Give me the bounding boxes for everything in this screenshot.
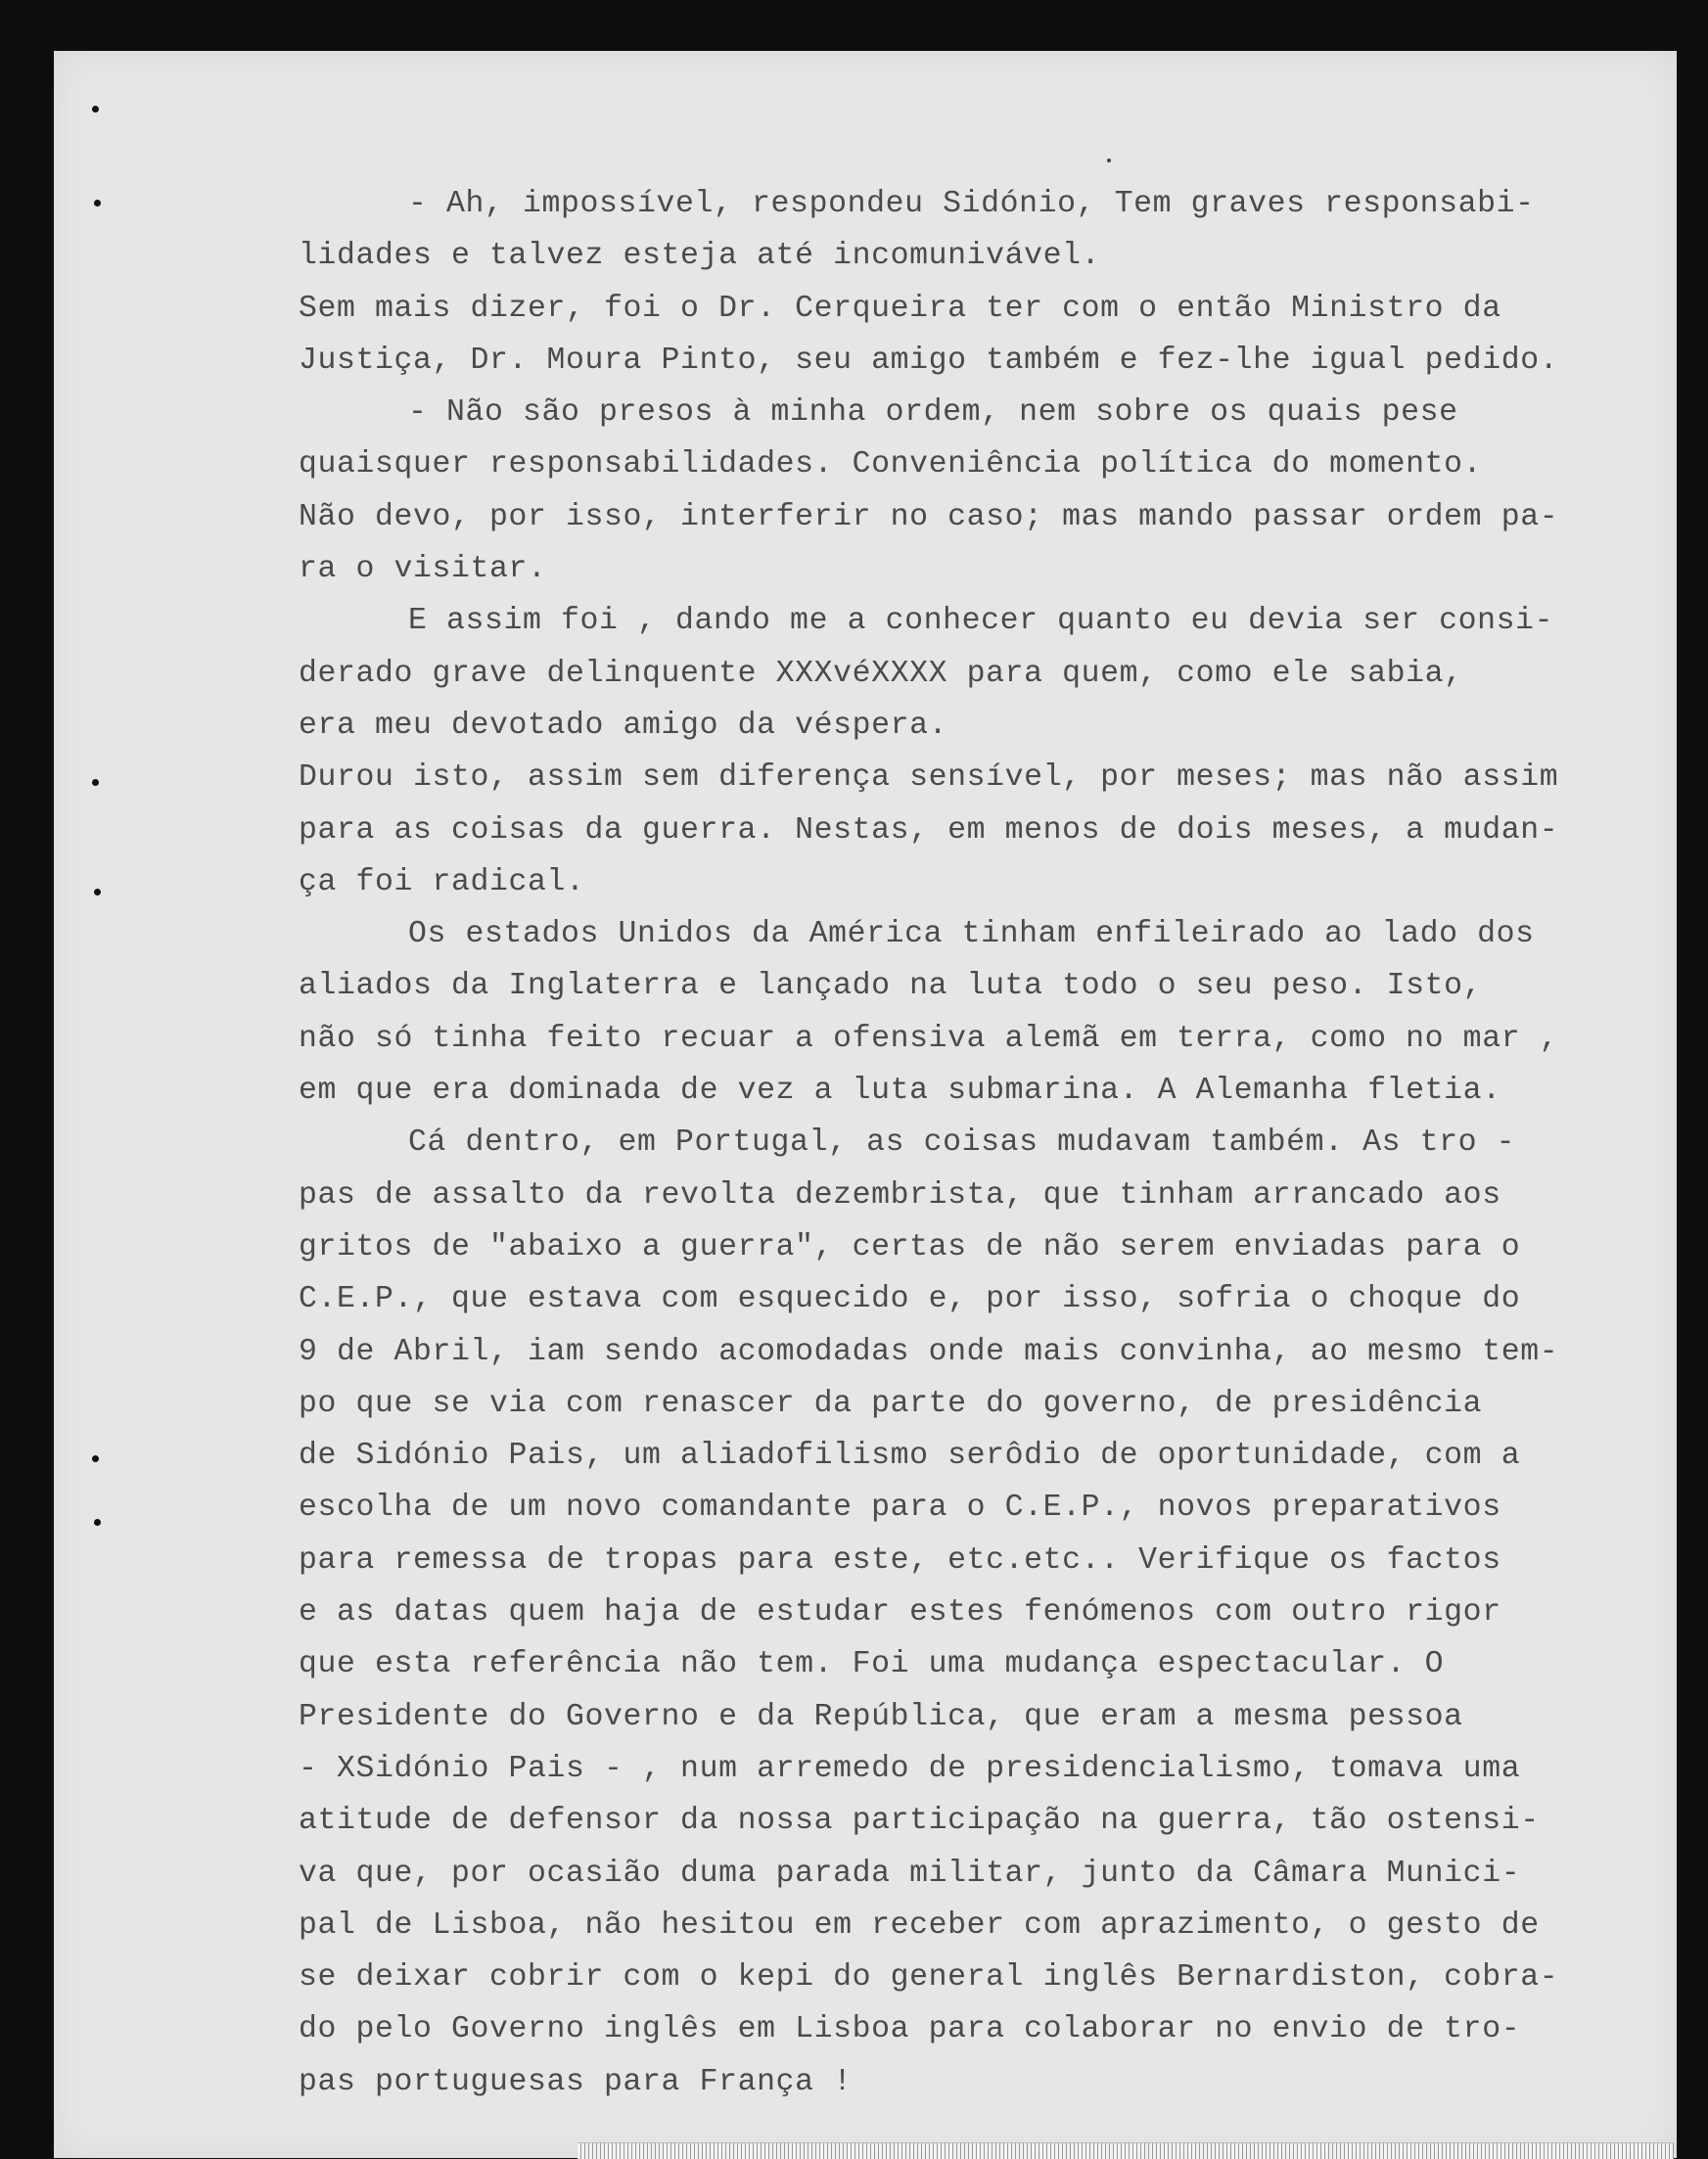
- text-line: ça foi radical.: [299, 864, 585, 899]
- text-line: pas de assalto da revolta dezembrista, que tinham arrancado aos: [299, 1177, 1501, 1213]
- text-line: e as datas quem haja de estudar estes fenómenos com outro rigor: [299, 1595, 1501, 1631]
- text-line: pas portuguesas para França !: [299, 2064, 853, 2099]
- text-line: de Sidónio Pais, um aliadofilismo serôdio de oportunidade, com a: [299, 1439, 1521, 1474]
- stray-dot-mark: [1107, 159, 1111, 162]
- text-line: gritos de "abaixo a guerra", certas de não serem enviadas para o: [299, 1229, 1521, 1264]
- text-line: quaisquer responsabilidades. Conveniência política do momento.: [299, 447, 1483, 482]
- text-line: Não devo, por isso, interferir no caso; mas mando passar ordem pa-: [299, 499, 1559, 534]
- text-line: derado grave delinquente XXXvéXXXX para quem, como ele sabia,: [299, 656, 1463, 691]
- text-line: po que se via com renascer da parte do governo, de presidência: [299, 1386, 1483, 1421]
- text-line: Cá dentro, em Portugal, as coisas mudavam também. As tro -: [408, 1125, 1516, 1161]
- punch-hole-mark: [92, 106, 99, 113]
- text-line: escolha de um novo comandante para o C.E.P., novos preparativos: [299, 1491, 1501, 1526]
- text-line: - Não são presos à minha ordem, nem sobre os quais pese: [408, 395, 1458, 431]
- punch-hole-mark: [94, 1519, 101, 1526]
- text-line: em que era dominada de vez a luta submarina. A Alemanha fletia.: [299, 1074, 1501, 1109]
- text-line: E assim foi , dando me a conhecer quanto eu devia ser consi-: [408, 604, 1554, 639]
- text-line: Presidente do Governo e da República, que eram a mesma pessoa: [299, 1699, 1463, 1734]
- text-line: que esta referência não tem. Foi uma mudança espectacular. O: [299, 1647, 1445, 1682]
- text-line: aliados da Inglaterra e lançado na luta todo o seu peso. Isto,: [299, 969, 1483, 1004]
- punch-hole-mark: [94, 200, 101, 207]
- punch-hole-mark: [92, 1455, 99, 1462]
- text-line: Durou isto, assim sem diferença sensível, por meses; mas não assim: [299, 760, 1559, 796]
- text-line: 9 de Abril, iam sendo acomodadas onde mais convinha, ao mesmo tem-: [299, 1334, 1559, 1369]
- text-line: para as coisas da guerra. Nestas, em menos de dois meses, a mudan-: [299, 812, 1559, 848]
- text-line: va que, por ocasião duma parada militar, junto da Câmara Munici-: [299, 1856, 1521, 1891]
- text-line: atitude de defensor da nossa participação na guerra, tão ostensi-: [299, 1804, 1540, 1839]
- scan-ruler-strip: [577, 2142, 1674, 2159]
- text-line: do pelo Governo inglês em Lisboa para colaborar no envio de tro-: [299, 2012, 1521, 2047]
- typewritten-text: [299, 178, 1571, 2108]
- text-line: Os estados Unidos da América tinham enfileirado ao lado dos: [408, 917, 1535, 952]
- text-line: - XSidónio Pais - , num arremedo de presidencialismo, tomava uma: [299, 1751, 1521, 1786]
- text-line: C.E.P., que estava com esquecido e, por isso, sofria o choque do: [299, 1282, 1521, 1317]
- text-line: não só tinha feito recuar a ofensiva alemã em terra, como no mar ,: [299, 1021, 1559, 1056]
- text-line: lidades e talvez esteja até incomunivável.: [299, 239, 1101, 274]
- text-line: - Ah, impossível, respondeu Sidónio, Tem graves responsabi-: [408, 187, 1535, 221]
- text-line: para remessa de tropas para este, etc.etc.. Verifique os factos: [299, 1542, 1501, 1578]
- punch-hole-mark: [94, 889, 101, 896]
- text-line: Justiça, Dr. Moura Pinto, seu amigo também e fez-lhe igual pedido.: [299, 343, 1559, 378]
- punch-hole-mark: [92, 779, 99, 786]
- text-line: se deixar cobrir com o kepi do general inglês Bernardiston, cobra-: [299, 1960, 1559, 1996]
- text-line: era meu devotado amigo da véspera.: [299, 708, 948, 743]
- text-line: ra o visitar.: [299, 552, 547, 587]
- text-line: pal de Lisboa, não hesitou em receber com aprazimento, o gesto de: [299, 1907, 1540, 1943]
- text-line: Sem mais dizer, foi o Dr. Cerqueira ter com o então Ministro da: [299, 291, 1501, 326]
